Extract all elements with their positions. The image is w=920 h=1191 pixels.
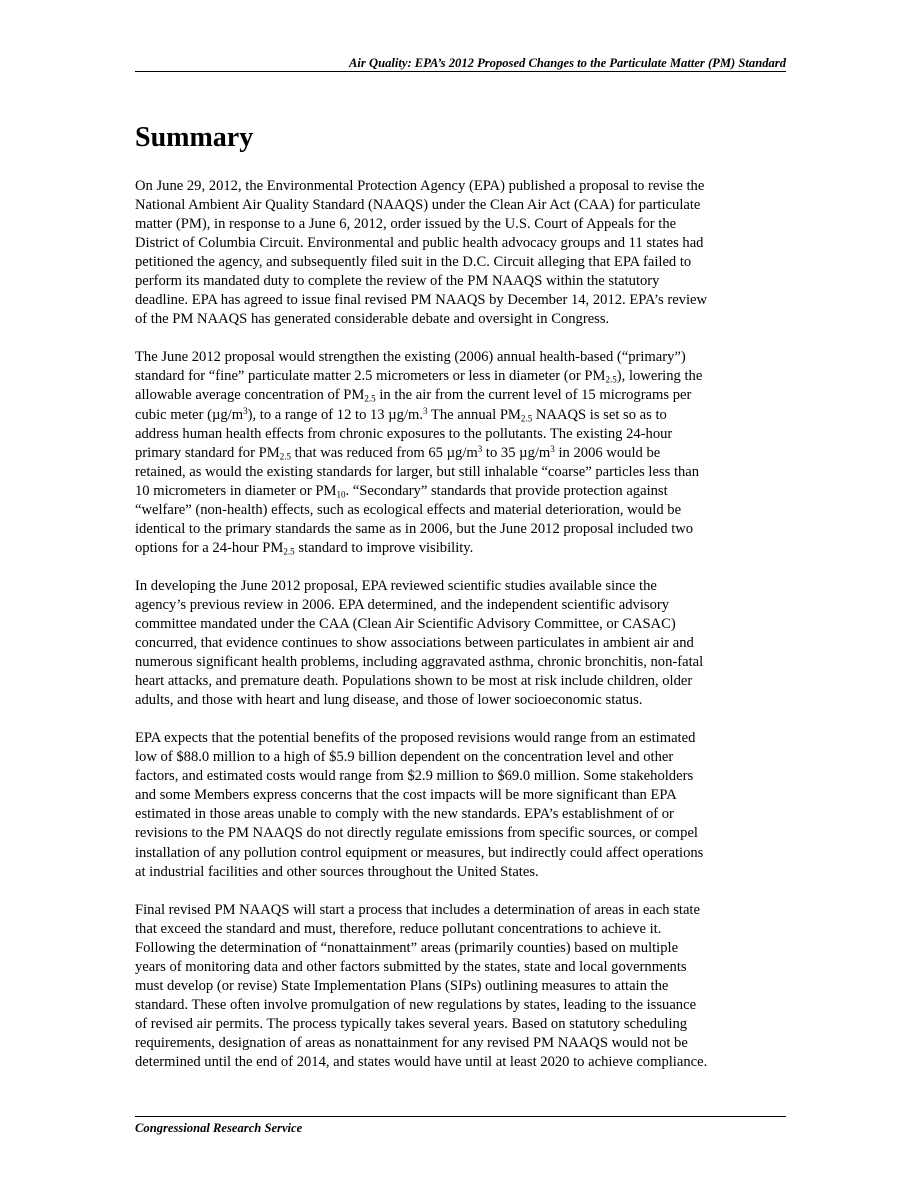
text-run: in the air from the current level of 15 micrograms per <box>375 387 692 404</box>
text-line <box>135 444 789 463</box>
text-line: “welfare” (non-health) effects, such as ecological effects and material deterioration, would be <box>135 501 682 518</box>
summary-body <box>135 177 789 1072</box>
paragraph-gap <box>135 329 789 348</box>
text-line: perform its mandated duty to complete the review of the PM NAAQS within the statutory <box>135 273 660 290</box>
paragraph-4 <box>135 729 789 881</box>
text-line <box>135 406 789 425</box>
text-line <box>135 386 789 405</box>
text-line: Following the determination of “nonattainment” areas (primarily counties) based on multiple <box>135 939 679 956</box>
text-line: of the PM NAAQS has generated considerable debate and oversight in Congress. <box>135 311 610 328</box>
text-line: agency’s previous review in 2006. EPA determined, and the independent scientific advisory <box>135 596 670 613</box>
text-line: of revised air permits. The process typically takes several years. Based on statutory scheduling <box>135 1015 688 1032</box>
text-run: in 2006 would be <box>554 444 661 461</box>
text-line: committee mandated under the CAA (Clean Air Scientific Advisory Committee, or CASAC) <box>135 615 676 632</box>
text-run: that was reduced from 65 µg/m <box>291 444 478 461</box>
subscript: 2.5 <box>520 412 533 423</box>
paragraph-gap <box>135 710 789 729</box>
footnote-ref[interactable]: 3 <box>423 405 428 416</box>
text-line: address human health effects from chronic exposures to the pollutants. The existing 24-hour <box>135 425 673 442</box>
text-run: to 35 µg/m <box>482 444 551 461</box>
subscript: 2.5 <box>279 450 292 461</box>
text-run: The annual PM <box>427 406 521 423</box>
superscript: 3 <box>243 405 248 416</box>
text-line <box>135 482 789 501</box>
text-line: factors, and estimated costs would range from $2.9 million to $69.0 million. Some stakeholders <box>135 768 694 785</box>
text-run: primary standard for PM <box>135 444 280 461</box>
subscript: 10 <box>336 488 346 499</box>
text-run: NAAQS is set so as to <box>532 406 667 423</box>
paragraph-1 <box>135 177 789 329</box>
section-title: Summary <box>135 122 254 153</box>
text-line: numerous significant health problems, including aggravated asthma, chronic bronchitis, non-fatal <box>135 654 704 671</box>
text-line: matter (PM), in response to a June 6, 2012, order issued by the U.S. Court of Appeals for the <box>135 216 677 233</box>
paragraph-3 <box>135 577 789 710</box>
text-line <box>135 539 789 558</box>
paragraph-5 <box>135 901 789 1072</box>
text-line: standard. These often involve promulgation of new regulations by states, leading to the issuance <box>135 996 697 1013</box>
text-line: must develop (or revise) State Implementation Plans (SIPs) outlining measures to attain the <box>135 977 669 994</box>
text-run: . “Secondary” standards that provide protection against <box>345 482 668 499</box>
text-run: options for a 24-hour PM <box>135 539 284 556</box>
text-run: allowable average concentration of PM <box>135 387 365 404</box>
superscript: 3 <box>477 443 483 454</box>
text-line: adults, and those with heart and lung disease, and those of lower socioeconomic status. <box>135 692 643 709</box>
text-line: concurred, that evidence continues to show associations between particulates in ambient air and <box>135 635 694 652</box>
text-line: retained, as would the existing standards for larger, but still inhalable “coarse” particles less than <box>135 463 700 480</box>
text-line: deadline. EPA has agreed to issue final revised PM NAAQS by December 14, 2012. EPA’s review <box>135 292 708 309</box>
text-run: ), lowering the <box>616 368 703 385</box>
text-line: determined until the end of 2014, and states would have until at least 2020 to achieve compliance. <box>135 1053 708 1070</box>
header-rule <box>135 71 786 72</box>
text-line: District of Columbia Circuit. Environmental and public health advocacy groups and 11 states had <box>135 235 704 252</box>
text-line: National Ambient Air Quality Standard (NAAQS) under the Clean Air Act (CAA) for particulate <box>135 197 701 214</box>
text-line: In developing the June 2012 proposal, EPA reviewed scientific studies available since the <box>135 577 657 594</box>
text-run: cubic meter (µg/m <box>135 406 244 423</box>
subscript: 2.5 <box>283 546 295 557</box>
subscript: 2.5 <box>364 393 376 404</box>
text-line: installation of any pollution control equipment or measures, but indirectly could affect operations <box>135 844 704 861</box>
text-run: standard to improve visibility. <box>294 539 474 556</box>
text-line: petitioned the agency, and subsequently filed suit in the D.C. Circuit alleging that EPA failed to <box>135 254 692 271</box>
subscript: 2.5 <box>605 374 617 385</box>
text-line: Final revised PM NAAQS will start a process that includes a determination of areas in each state <box>135 901 700 918</box>
text-line: identical to the primary standards the same as in 2006, but the June 2012 proposal included two <box>135 520 694 537</box>
text-line <box>135 367 789 386</box>
text-line: years of monitoring data and other factors submitted by the states, state and local governments <box>135 958 687 975</box>
text-run: ), to a range of 12 to 13 µg/m. <box>247 406 424 423</box>
footer-rule <box>135 1116 786 1117</box>
text-line: The June 2012 proposal would strengthen the existing (2006) annual health-based (“primary”) <box>135 349 686 366</box>
text-line: low of $88.0 million to a high of $5.9 billion dependent on the concentration level and other <box>135 749 674 766</box>
running-header: Air Quality: EPA’s 2012 Proposed Changes to the Particulate Matter (PM) Standard <box>349 56 786 70</box>
footer-publisher: Congressional Research Service <box>135 1121 303 1135</box>
text-line: On June 29, 2012, the Environmental Protection Agency (EPA) published a proposal to revise the <box>135 178 705 194</box>
text-run: 10 micrometers in diameter or PM <box>135 482 337 499</box>
paragraph-gap <box>135 558 789 577</box>
text-run: standard for “fine” particulate matter 2.5 micrometers or less in diameter (or PM <box>135 368 606 385</box>
text-line: heart attacks, and premature death. Populations shown to be most at risk include children, older <box>135 673 693 690</box>
text-line: estimated in those areas unable to comply with the new standards. EPA’s establishment of or <box>135 806 674 823</box>
text-line: that exceed the standard and must, therefore, reduce pollutant concentrations to achieve it. <box>135 920 662 937</box>
text-line: and some Members express concerns that the cost impacts will be more significant than EPA <box>135 787 677 804</box>
text-line: revisions to the PM NAAQS do not directly regulate emissions from specific sources, or compel <box>135 825 698 842</box>
superscript: 3 <box>550 443 555 454</box>
paragraph-gap <box>135 882 789 901</box>
paragraph-2 <box>135 348 789 558</box>
text-line: requirements, designation of areas as nonattainment for any revised PM NAAQS would not be <box>135 1034 688 1051</box>
text-line: at industrial facilities and other sources throughout the United States. <box>135 863 539 880</box>
text-line: EPA expects that the potential benefits of the proposed revisions would range from an estimated <box>135 730 696 747</box>
